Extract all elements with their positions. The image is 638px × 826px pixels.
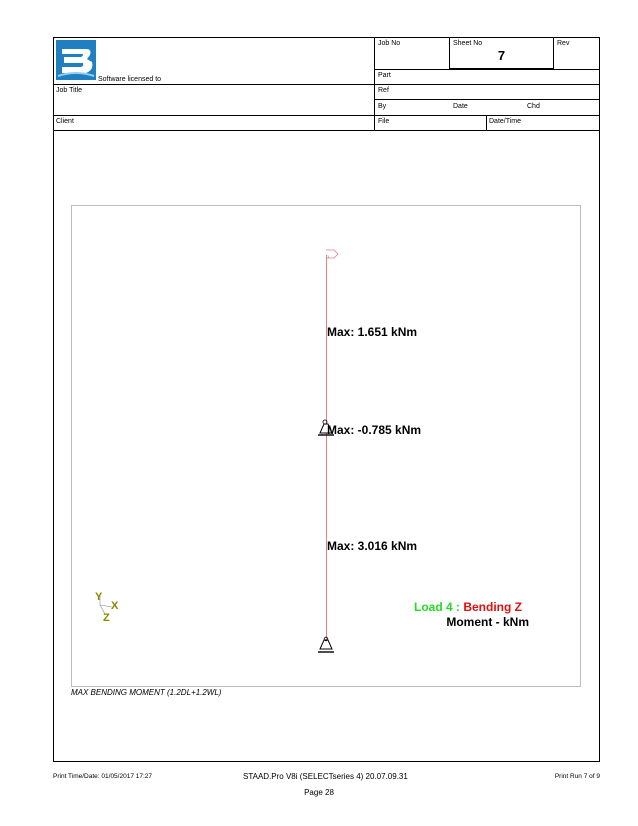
file-label: File bbox=[378, 118, 390, 125]
software-licensed-label: Software licensed to bbox=[98, 76, 162, 83]
chd-label: Chd bbox=[527, 103, 540, 110]
load-legend bbox=[414, 600, 522, 614]
job-no-label: Job No bbox=[378, 40, 401, 47]
sheet-no-label: Sheet No bbox=[453, 40, 483, 47]
ref-label: Ref bbox=[378, 87, 389, 94]
datetime-label: Date/Time bbox=[489, 118, 522, 125]
part-label: Part bbox=[378, 72, 391, 79]
program-version: STAAD.Pro V8i (SELECTseries 4) 20.07.09.31 bbox=[243, 772, 408, 781]
page-number: Page 28 bbox=[304, 788, 334, 797]
units-label: Moment - kNm bbox=[446, 615, 529, 629]
axis-x-label: X bbox=[111, 600, 119, 612]
svg-text:1: 1 bbox=[327, 254, 330, 259]
axis-z-label: Z bbox=[103, 612, 110, 624]
max-label-middle: Max: -0.785 kNm bbox=[327, 423, 422, 437]
sheet-no-value: 7 bbox=[497, 48, 506, 63]
rev-label: Rev bbox=[557, 40, 570, 47]
print-datetime: Print Time/Date: 01/05/2017 17:27 bbox=[53, 773, 153, 780]
by-label: By bbox=[378, 103, 387, 110]
max-label-bottom: Max: 3.016 kNm bbox=[327, 539, 418, 553]
print-run: Print Run 7 of 9 bbox=[554, 773, 600, 780]
diagram-caption: MAX BENDING MOMENT (1.2DL+1.2WL) bbox=[71, 688, 222, 697]
job-title-label: Job Title bbox=[56, 87, 83, 94]
load-type: Bending Z bbox=[463, 600, 522, 614]
date-label: Date bbox=[453, 103, 468, 110]
max-label-top: Max: 1.651 kNm bbox=[327, 325, 418, 339]
axis-y-label: Y bbox=[95, 591, 103, 603]
load-prefix: Load 4 : bbox=[413, 600, 464, 614]
client-label: Client bbox=[56, 118, 74, 125]
top-node-marker bbox=[326, 250, 338, 259]
